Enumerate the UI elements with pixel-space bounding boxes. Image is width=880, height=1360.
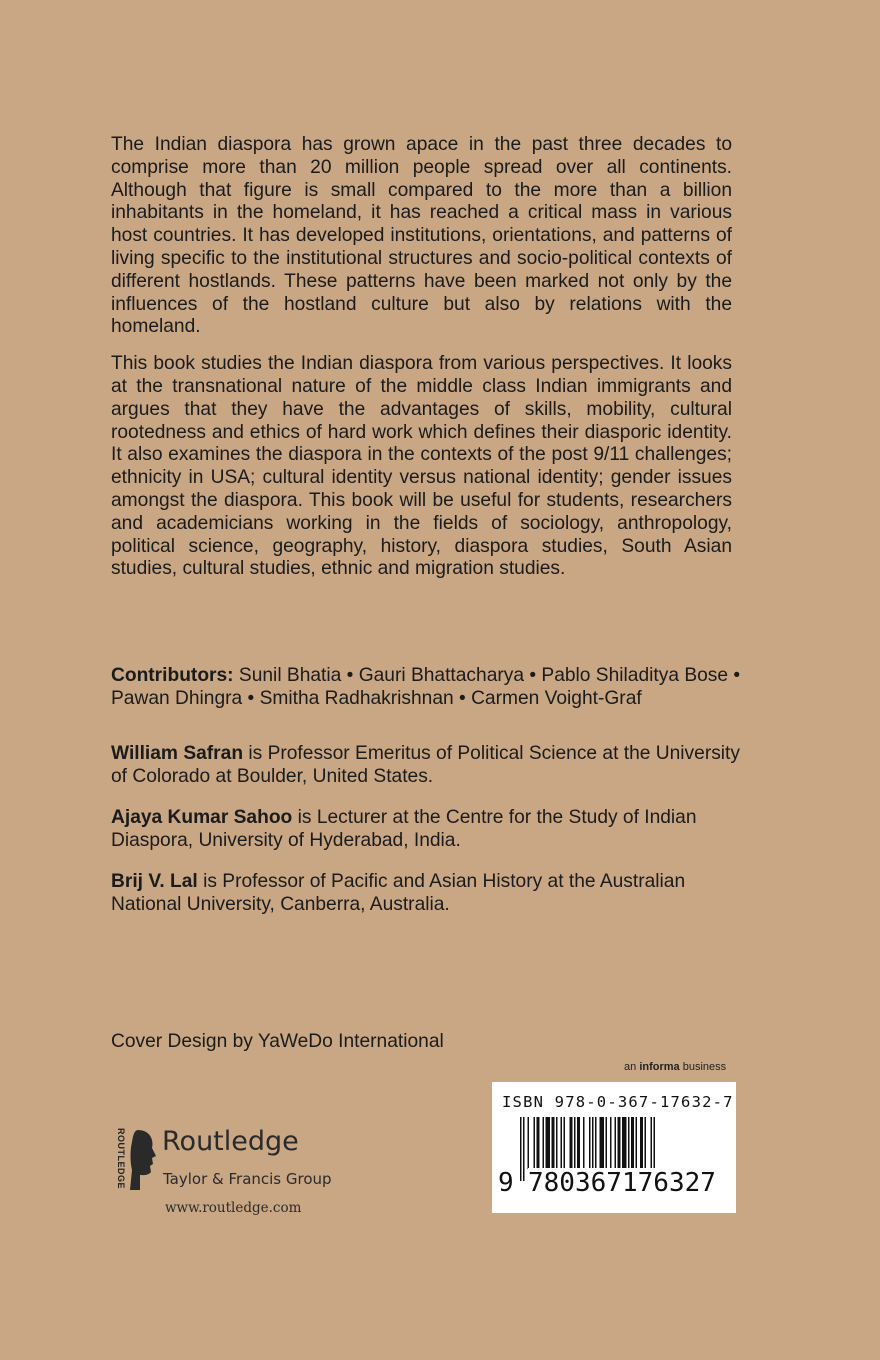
barcode-bar [636,1117,638,1169]
blurb [111,134,732,595]
barcode-bar [523,1117,525,1181]
barcode-bar [595,1117,597,1169]
publisher-name: Routledge [162,1126,299,1157]
barcode-bar [574,1117,576,1169]
editor-bio-3 [111,870,751,916]
barcode-bar [645,1117,647,1169]
contributors-names: Sunil Bhatia • Gauri Bhattacharya • Pablo Shiladitya Bose • Pawan Dhingra • Smitha Radhakrishnan • Carmen Voight-Graf [111,665,741,709]
publisher-group: Taylor & Francis Group [163,1170,332,1188]
barcode-bar [583,1117,585,1169]
isbn-barcode [492,1082,736,1213]
barcode-bar [543,1117,545,1169]
editor-name: Ajaya Kumar Sahoo [111,807,293,828]
editor-name: William Safran [111,743,244,764]
barcode-first-digit: 9 [498,1168,514,1198]
barcode-bar [606,1117,608,1169]
blurb-paragraph-1: The Indian diaspora has grown apace in the past three decades to comprise more than 20 million people spread over all continents. Although that figure is small compared to the more than a billion inhabitants in the homeland, it has reached a critical mass in various host countries. It has developed institutions, orientations, and patterns of living specific to the institutional structures and socio-political contexts of different hostlands. These patterns have been marked not only by the influences of the hostland culture but also by relations with the homeland. [111,134,732,338]
barcode-bar [520,1117,522,1181]
barcode-bar [640,1117,643,1169]
editor-name: Brij V. Lal [111,871,198,892]
editor-bio-2 [111,806,751,852]
barcode-bar [577,1117,580,1169]
barcode-bar [615,1117,617,1169]
routledge-logo [106,1128,366,1198]
informa-suffix: business [682,1061,727,1073]
editor-bio-text: is Professor Emeritus of Political Science at the University of Colorado at Boulder, United States. [111,743,740,787]
profile-head-icon [128,1128,158,1192]
barcode-bar [564,1117,566,1169]
barcode-bar [556,1117,558,1169]
publisher-url: www.routledge.com [165,1200,302,1216]
barcode-bar [631,1117,634,1169]
barcode-bar [600,1117,605,1169]
informa-business-mark [624,1061,726,1073]
barcode-bar [528,1117,530,1169]
barcode-bar [561,1117,563,1169]
editor-bio-text: is Lecturer at the Centre for the Study of Indian Diaspora, University of Hyderabad, India. [111,807,697,851]
barcode-bar [651,1117,653,1169]
contributors-label: Contributors: [111,665,234,686]
informa-brand: informa [639,1061,680,1073]
barcode-bar [622,1117,627,1169]
isbn-text: ISBN 978-0-367-17632-7 [502,1093,734,1111]
blurb-paragraph-2: This book studies the Indian diaspora from various perspectives. It looks at the transnational nature of the middle class Indian immigrants and argues that they have the advantages of skills, mobility, cultural rootedness and ethics of hard work which defines their diasporic identity. It also examines the diaspora in the contexts of the post 9/11 challenges; ethnicity in USA; cultural identity versus national identity; gender issues amongst the diaspora. This book will be useful for students, researchers and academicians working in the fields of sociology, anthropology, political science, geography, history, diaspora studies, South Asian studies, cultural studies, ethnic and migration studies. [111,353,732,580]
barcode-bar [618,1117,621,1169]
barcode-bar [546,1117,551,1169]
informa-prefix: an [624,1061,637,1073]
barcode-bar [628,1117,630,1169]
editor-bio-1 [111,742,751,788]
routledge-vertical-mark: ROUTLEDGE [116,1128,126,1190]
barcode-bar [537,1117,540,1169]
contributors [111,664,751,710]
cover-design-credit: Cover Design by YaWeDo International [111,1031,444,1052]
editor-bio-text: is Professor of Pacific and Asian History at the Australian National University, Canberra, Australia. [111,871,686,915]
barcode-bar [570,1117,573,1169]
barcode-bar [610,1117,612,1169]
barcode-digits-group-1: 780367 [528,1168,622,1198]
barcode-bar [534,1117,536,1169]
barcode-digits-group-2: 176327 [622,1168,716,1198]
barcode-bar [552,1117,555,1169]
